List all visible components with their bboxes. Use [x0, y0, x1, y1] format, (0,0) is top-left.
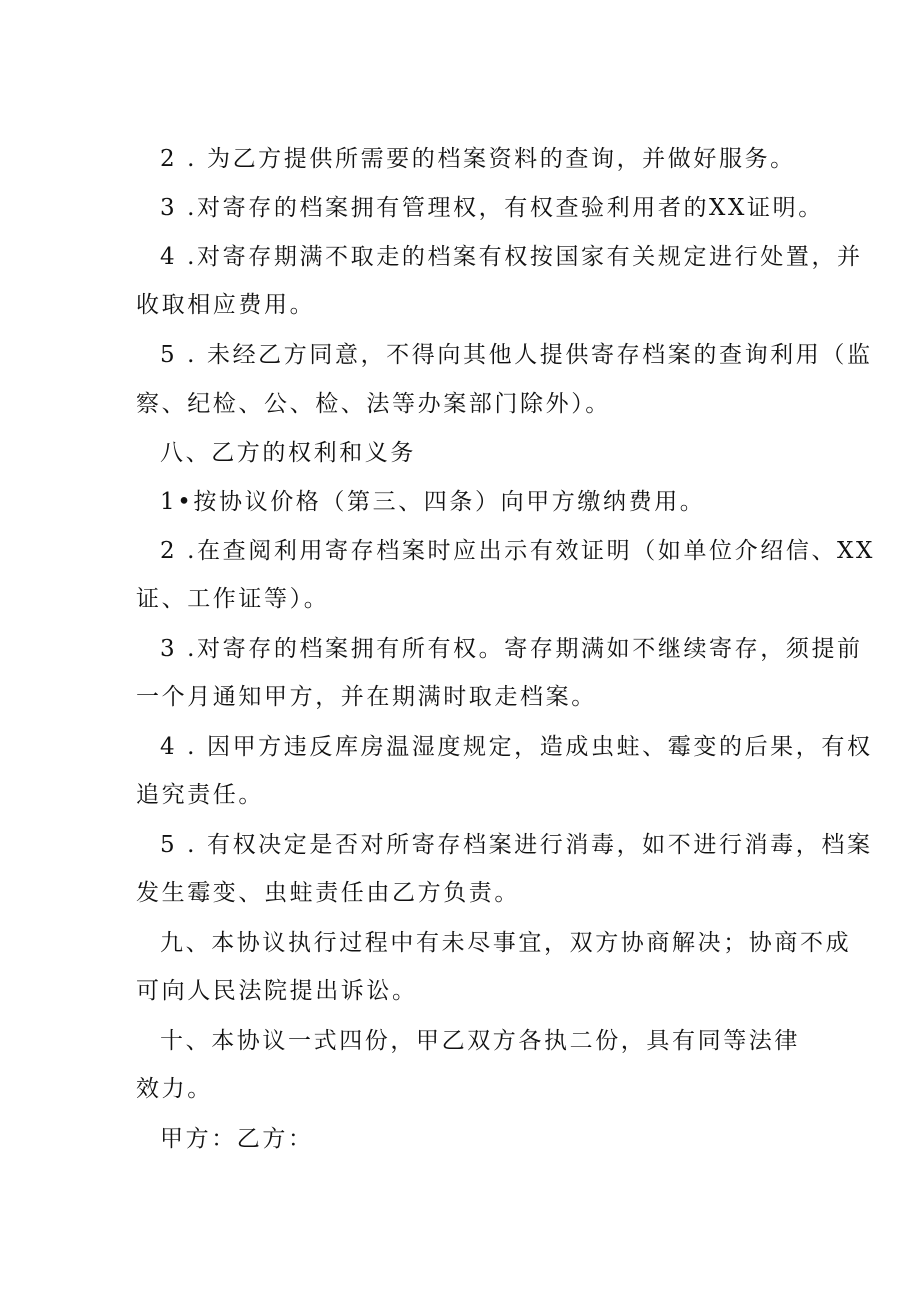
clause-jia-4-line2: 收取相应费用。	[136, 292, 316, 318]
clause-jia-3: 3 .对寄存的档案拥有管理权，有权查验利用者的XX证明。	[160, 195, 824, 221]
section-shi-line2: 效力。	[136, 1076, 213, 1102]
section-shi-line1: 十、本协议一式四份，甲乙双方各执二份，具有同等法律	[160, 1028, 800, 1054]
section-jiu-line1: 九、本协议执行过程中有未尽事宜，双方协商解决；协商不成	[160, 930, 852, 956]
clause-yi-5-line1: 5 . 有权决定是否对所寄存档案进行消毒，如不进行消毒，档案	[160, 832, 873, 858]
section-heading-ba: 八、乙方的权利和义务	[160, 440, 416, 466]
clause-jia-4-line1: 4 .对寄存期满不取走的档案有权按国家有关规定进行处置，并	[160, 244, 863, 270]
clause-jia-5-line2: 察、纪检、公、检、法等办案部门除外）。	[136, 391, 611, 417]
clause-yi-2-line2: 证、工作证等）。	[136, 586, 330, 612]
clause-yi-1: 1•按协议价格（第三、四条）向甲方缴纳费用。	[160, 489, 706, 515]
clause-jia-2: 2 . 为乙方提供所需要的档案资料的查询，并做好服务。	[160, 146, 796, 172]
clause-yi-5-line2: 发生霉变、虫蛀责任由乙方负责。	[136, 880, 520, 906]
clause-yi-2-line1: 2 .在查阅利用寄存档案时应出示有效证明（如单位介绍信、XX	[160, 538, 876, 564]
clause-jia-5-line1: 5 . 未经乙方同意，不得向其他人提供寄存档案的查询利用（监	[160, 342, 873, 368]
clause-yi-4-line1: 4 . 因甲方违反库房温湿度规定，造成虫蛀、霉变的后果，有权	[160, 734, 873, 760]
clause-yi-4-line2: 追究责任。	[136, 782, 264, 808]
clause-yi-3-line2: 一个月通知甲方，并在期满时取走档案。	[136, 684, 597, 710]
section-jiu-line2: 可向人民法院提出诉讼。	[136, 978, 418, 1004]
signature-line: 甲方：乙方：	[160, 1126, 314, 1152]
clause-yi-3-line1: 3 .对寄存的档案拥有所有权。寄存期满如不继续寄存，须提前	[160, 636, 863, 662]
